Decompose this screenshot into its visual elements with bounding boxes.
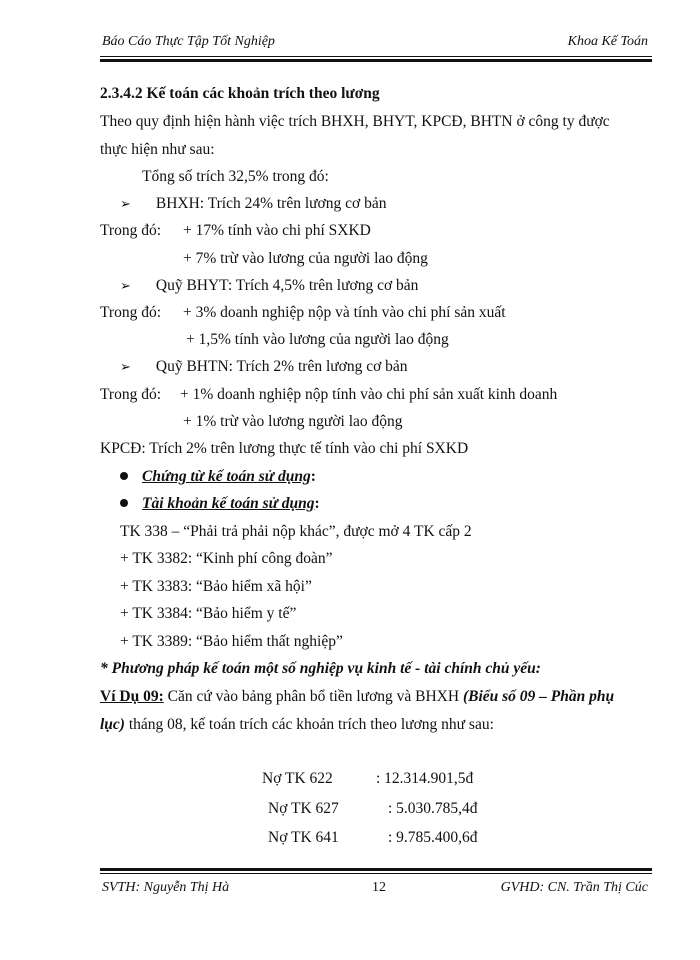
entry-account: Nợ TK 622 bbox=[262, 770, 333, 787]
bhtn-line bbox=[120, 357, 408, 377]
example-label: Ví Dụ 09: bbox=[100, 688, 164, 705]
footer-student: SVTH: Nguyễn Thị Hà bbox=[102, 880, 230, 895]
bhxh-breakdown-1: + 17% tính vào chi phí SXKD bbox=[183, 222, 371, 239]
bhtn-breakdown-label: Trong đó: bbox=[100, 386, 162, 403]
page-number: 12 bbox=[372, 880, 386, 895]
paragraph-line: Theo quy định hiện hành việc trích BHXH, BHYT, KPCĐ, BHTN ở công ty được bbox=[100, 113, 610, 130]
bullet-item bbox=[120, 467, 316, 487]
account-line: TK 338 – “Phải trả phải nộp khác”, được mở 4 TK cấp 2 bbox=[120, 523, 472, 540]
bhyt-line bbox=[120, 276, 418, 296]
kpcd-line: KPCĐ: Trích 2% trên lương thực tế tính vào chi phí SXKD bbox=[100, 440, 469, 457]
entry-amount: : 5.030.785,4đ bbox=[388, 800, 478, 817]
footer-rule-thick bbox=[100, 868, 652, 871]
example-ref-cont: lục) bbox=[100, 716, 125, 733]
footer-rule-thin bbox=[100, 873, 652, 874]
header-right-text: Khoa Kế Toán bbox=[567, 34, 648, 49]
footer-supervisor: GVHD: CN. Trần Thị Cúc bbox=[500, 880, 648, 895]
account-line: + TK 3384: “Bảo hiểm y tế” bbox=[120, 605, 297, 622]
bhxh-breakdown-2: + 7% trừ vào lương của người lao động bbox=[183, 250, 428, 267]
bullet-dot-icon bbox=[120, 499, 128, 507]
example-line-1 bbox=[100, 687, 614, 707]
arrow-bullet-icon: ➢ bbox=[120, 196, 131, 211]
entry-amount: : 12.314.901,5đ bbox=[376, 770, 474, 787]
paragraph-line: thực hiện như sau: bbox=[100, 141, 215, 158]
bullet-text: Chứng từ kế toán sử dụng bbox=[142, 468, 311, 485]
example-text-cont: tháng 08, kế toán trích các khoản trích theo lương như sau: bbox=[124, 716, 494, 733]
account-line: + TK 3382: “Kinh phí công đoàn” bbox=[120, 550, 333, 567]
bullet-colon: : bbox=[314, 495, 320, 512]
account-line: + TK 3389: “Bảo hiểm thất nghiệp” bbox=[120, 633, 343, 650]
bhtn-text: Quỹ BHTN: Trích 2% trên lương cơ bản bbox=[155, 358, 408, 375]
method-heading: * Phương pháp kế toán một số nghiệp vụ kinh tế - tài chính chủ yếu: bbox=[100, 660, 541, 677]
example-line-2 bbox=[100, 715, 494, 735]
arrow-bullet-icon: ➢ bbox=[120, 278, 131, 293]
account-line: + TK 3383: “Bảo hiểm xã hội” bbox=[120, 578, 312, 595]
header-left-text: Báo Cáo Thực Tập Tốt Nghiệp bbox=[102, 34, 275, 49]
bhxh-breakdown-label: Trong đó: bbox=[100, 222, 162, 239]
bhtn-breakdown-1: + 1% doanh nghiệp nộp tính vào chi phí sản xuất kinh doanh bbox=[180, 386, 558, 403]
entry-amount: : 9.785.400,6đ bbox=[388, 829, 478, 846]
page-header bbox=[102, 34, 648, 54]
arrow-bullet-icon: ➢ bbox=[120, 359, 131, 374]
example-text: Căn cứ vào bảng phân bổ tiền lương và BHXH bbox=[163, 688, 463, 705]
total-line: Tổng số trích 32,5% trong đó: bbox=[142, 168, 329, 185]
bullet-dot-icon bbox=[120, 472, 128, 480]
section-heading: 2.3.4.2 Kế toán các khoản trích theo lương bbox=[100, 85, 380, 102]
header-rule-thick bbox=[100, 59, 652, 62]
page-footer bbox=[102, 880, 648, 900]
bhxh-text: BHXH: Trích 24% trên lương cơ bản bbox=[155, 195, 387, 212]
entry-account: Nợ TK 627 bbox=[268, 800, 339, 817]
bhyt-breakdown-label: Trong đó: bbox=[100, 304, 162, 321]
bhyt-breakdown-1: + 3% doanh nghiệp nộp và tính vào chi phí sản xuất bbox=[183, 304, 506, 321]
example-ref: (Biểu số 09 – Phần phụ bbox=[462, 688, 615, 705]
bullet-text: Tài khoản kế toán sử dụng bbox=[142, 495, 315, 512]
entry-account: Nợ TK 641 bbox=[268, 829, 339, 846]
header-rule-thin bbox=[100, 56, 652, 57]
bhyt-breakdown-2: + 1,5% tính vào lương của người lao động bbox=[186, 331, 449, 348]
bullet-colon: : bbox=[310, 468, 316, 485]
bhxh-line bbox=[120, 194, 386, 214]
bhyt-text: Quỹ BHYT: Trích 4,5% trên lương cơ bản bbox=[155, 277, 419, 294]
bullet-item bbox=[120, 494, 320, 514]
bhtn-breakdown-2: + 1% trừ vào lương người lao động bbox=[183, 413, 403, 430]
